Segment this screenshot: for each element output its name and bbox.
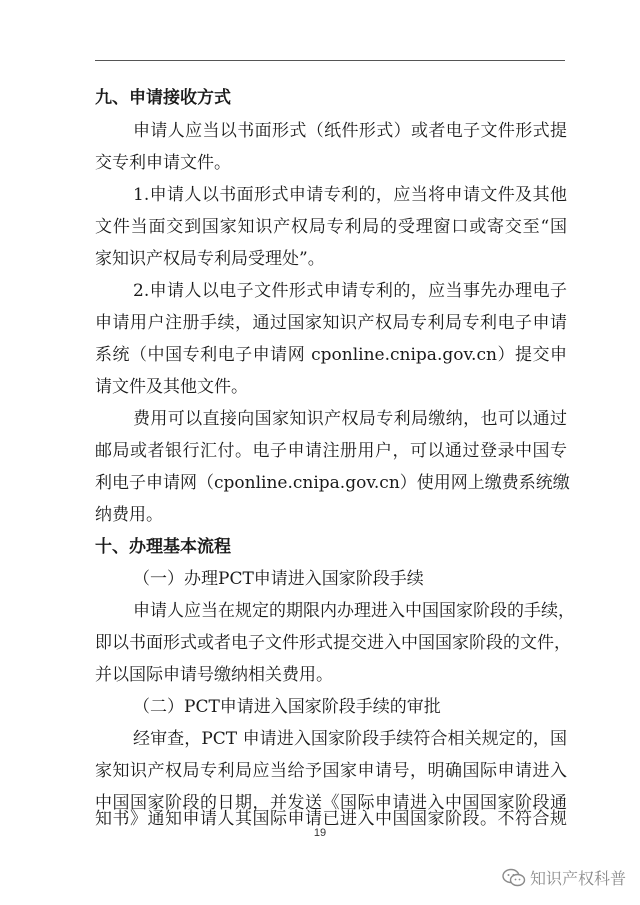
paragraph-line: 利电子申请网（cponline.cnipa.gov.cn）使用网上缴费系统缴 bbox=[95, 473, 570, 493]
paragraph-line: 1.申请人以书面形式申请专利的，应当将申请文件及其他 bbox=[133, 185, 567, 205]
paragraph-line: 2.申请人以电子文件形式申请专利的，应当事先办理电子 bbox=[133, 281, 567, 301]
paragraph-line: 经审查，PCT 申请进入国家阶段手续符合相关规定的，国 bbox=[133, 729, 567, 749]
page-number: 19 bbox=[313, 827, 327, 839]
paragraph-line: 请文件及其他文件。 bbox=[95, 377, 248, 397]
paragraph-line: 并以国际申请号缴纳相关费用。 bbox=[95, 665, 333, 685]
paragraph-line: 纳费用。 bbox=[95, 505, 163, 525]
paragraph-line: 系统（中国专利电子申请网 cponline.cnipa.gov.cn）提交申 bbox=[95, 345, 567, 365]
paragraph-line: 申请人应当在规定的期限内办理进入中国国家阶段的手续， bbox=[133, 601, 575, 621]
paragraph-line: 家知识产权局专利局受理处”。 bbox=[95, 249, 325, 269]
paragraph-line: 即以书面形式或者电子文件形式提交进入中国国家阶段的文件， bbox=[95, 633, 571, 653]
subsection-heading: （二）PCT申请进入国家阶段手续的审批 bbox=[133, 697, 441, 717]
paragraph-line: 家知识产权局专利局应当给予国家申请号，明确国际申请进入 bbox=[95, 761, 567, 781]
paragraph-line: 交专利申请文件。 bbox=[95, 153, 231, 173]
watermark-text: 知识产权科普 bbox=[529, 869, 626, 888]
paragraph-line: 费用可以直接向国家知识产权局专利局缴纳，也可以通过 bbox=[133, 409, 567, 429]
wechat-icon bbox=[502, 868, 526, 888]
section-9-heading: 九、申请接收方式 bbox=[95, 88, 231, 108]
subsection-heading: （一）办理PCT申请进入国家阶段手续 bbox=[133, 569, 424, 589]
paragraph-line: 知书》通知申请人其国际申请已进入中国国家阶段。不符合规 bbox=[95, 809, 567, 829]
paragraph-line: 邮局或者银行汇付。电子申请注册用户，可以通过登录中国专 bbox=[95, 441, 567, 461]
paragraph-line: 中国国家阶段的日期，并发送《国际申请进入中国国家阶段通 bbox=[95, 793, 567, 813]
paragraph-line: 申请用户注册手续，通过国家知识产权局专利局专利电子申请 bbox=[95, 313, 567, 333]
paragraph-line: 文件当面交到国家知识产权局专利局的受理窗口或寄交至“国 bbox=[95, 217, 567, 237]
watermark bbox=[502, 866, 626, 889]
section-10-heading: 十、办理基本流程 bbox=[95, 537, 231, 557]
paragraph-line: 申请人应当以书面形式（纸件形式）或者电子文件形式提 bbox=[133, 121, 567, 141]
header-rule bbox=[95, 60, 565, 61]
